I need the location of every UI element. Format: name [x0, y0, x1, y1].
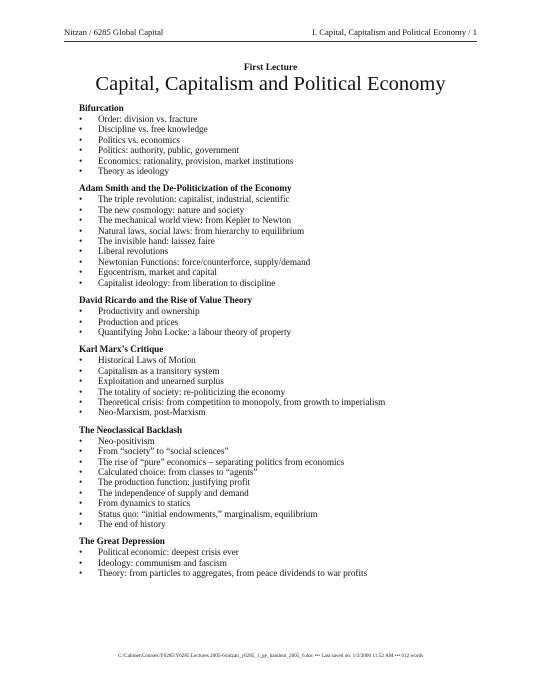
outline-section [79, 344, 479, 417]
section-heading: The Neoclassical Backlash [79, 424, 183, 435]
list-item-text: The production function: justifying profit [98, 477, 251, 488]
list-item [79, 135, 479, 145]
bullet-icon: • [79, 236, 83, 247]
list-item-text: Productivity and ownership [98, 306, 200, 317]
list-item [79, 215, 479, 225]
bullet-icon: • [79, 246, 83, 257]
bullet-icon: • [79, 256, 83, 267]
bullet-icon: • [79, 326, 83, 337]
section-heading: The Great Depression [79, 536, 165, 547]
list-item [79, 145, 479, 155]
list-item [79, 488, 479, 498]
list-item-text: The invisible hand: laissez faire [98, 236, 215, 247]
bullet-icon: • [79, 557, 83, 568]
bullet-icon: • [79, 466, 83, 477]
list-item-text: Theory as ideology [98, 166, 169, 177]
bullet-icon: • [79, 477, 83, 488]
list-item [79, 257, 479, 267]
list-item [79, 446, 479, 456]
bullet-icon: • [79, 124, 83, 135]
list-item [79, 436, 479, 446]
bullet-icon: • [79, 386, 83, 397]
bullet-icon: • [79, 114, 83, 124]
list-item-text: Order: division vs. fracture [98, 114, 198, 124]
list-item-text: The end of history [98, 519, 166, 529]
list-item [79, 498, 479, 508]
list-item [79, 467, 479, 477]
bullet-icon: • [79, 316, 83, 327]
list-item [79, 547, 479, 557]
list-item-text: The new cosmology: nature and society [98, 204, 245, 215]
bullet-icon: • [79, 547, 83, 558]
list-item [79, 568, 479, 578]
bullet-list [79, 355, 479, 417]
list-item [79, 317, 479, 327]
list-item [79, 226, 479, 236]
bullet-list [79, 547, 479, 578]
list-item-text: Exploitation and unearned surplus [98, 376, 224, 387]
list-item [79, 366, 479, 376]
list-item [79, 114, 479, 124]
list-item [79, 267, 479, 277]
list-item-text: Politics: authority, public, government [98, 145, 240, 156]
bullet-icon: • [79, 498, 83, 509]
list-item-text: Production and prices [98, 316, 179, 327]
list-item-text: Capitalist ideology: from liberation to discipline [98, 277, 276, 288]
bullet-icon: • [79, 519, 83, 529]
page-title: Capital, Capitalism and Political Economy [95, 73, 446, 95]
section-heading: David Ricardo and the Rise of Value Theory [79, 295, 253, 306]
list-item-text: From dynamics to statics [98, 498, 191, 509]
list-item-text: Ideology: communism and fascism [98, 557, 227, 568]
list-item-text: Theoretical crisis: from competition to monopoly, from growth to imperialism [98, 396, 386, 407]
bullet-icon: • [79, 215, 83, 226]
list-item [79, 387, 479, 397]
bullet-icon: • [79, 225, 83, 236]
bullet-icon: • [79, 456, 83, 467]
outline-section [79, 103, 479, 176]
bullet-icon: • [79, 487, 83, 498]
list-item-text: Historical Laws of Motion [98, 355, 196, 366]
list-item-text: Discipline vs. free knowledge [98, 124, 208, 135]
list-item [79, 397, 479, 407]
list-item-text: Capitalism as a transitory system [98, 365, 220, 376]
bullet-icon: • [79, 365, 83, 376]
list-item [79, 558, 479, 568]
bullet-icon: • [79, 446, 83, 457]
outline-section [79, 295, 479, 337]
list-item [79, 509, 479, 519]
running-header [64, 27, 477, 42]
bullet-icon: • [79, 306, 83, 317]
outline-section [79, 425, 479, 530]
list-item [79, 355, 479, 365]
bullet-icon: • [79, 508, 83, 519]
list-item-text: From “society” to “social sciences” [98, 446, 229, 457]
outline-section [79, 536, 479, 578]
list-item-text: Economics: rationality, provision, market institutions [98, 155, 294, 166]
list-item-text: The totality of society: re-politicizing the economy [98, 386, 286, 397]
list-item-text: Calculated choice: from classes to “agents” [98, 466, 258, 477]
section-heading: Bifurcation [79, 103, 124, 113]
list-item [79, 407, 479, 417]
bullet-list [79, 114, 479, 176]
list-item-text: Status quo: “initial endowments,” marginalism, equilibrium [98, 508, 318, 519]
list-item [79, 194, 479, 204]
list-item-text: Natural laws, social laws: from hierarchy to equilibrium [98, 225, 305, 236]
bullet-list [79, 306, 479, 337]
list-item [79, 124, 479, 134]
list-item [79, 306, 479, 316]
list-item-text: Neo-positivism [98, 435, 155, 446]
bullet-icon: • [79, 407, 83, 418]
bullet-icon: • [79, 568, 83, 579]
bullet-icon: • [79, 396, 83, 407]
bullet-icon: • [79, 134, 83, 145]
list-item [79, 278, 479, 288]
list-item-text: The independence of supply and demand [98, 487, 249, 498]
list-item-text: Theory: from particles to aggregates, from peace dividends to war profits [98, 568, 368, 579]
file-path-footer: C:\Cabinet\Courses\Y6285\Y6285 Lectures 2005-6\nitzan_y6285_1_ge_handout_2005_6.doc ••• Last saved on: 1/3/2006 11:52 AM ••• 612 words [117, 653, 424, 659]
outline-section [79, 183, 479, 288]
bullet-list [79, 436, 479, 530]
list-item-text: Newtonian Functions: force/counterforce, supply/demand [98, 256, 311, 267]
outline-content [79, 103, 479, 586]
list-item-text: The mechanical world view: from Kepler to Newton [98, 215, 292, 226]
section-heading: Karl Marx’s Critique [79, 344, 164, 355]
bullet-icon: • [79, 155, 83, 166]
list-item [79, 166, 479, 176]
list-item [79, 246, 479, 256]
list-item-text: Neo-Marxism, post-Marxism [98, 407, 206, 418]
header-chapter-page: I. Capital, Capitalism and Political Economy / 1 [312, 27, 477, 37]
list-item-text: Politics vs. economics [98, 134, 180, 145]
bullet-icon: • [79, 376, 83, 387]
list-item-text: Liberal revolutions [98, 246, 169, 257]
list-item [79, 236, 479, 246]
list-item-text: The rise of “pure” economics – separating politics from economics [98, 456, 345, 467]
bullet-icon: • [79, 166, 83, 177]
list-item [79, 519, 479, 529]
list-item-text: Egocentrism, market and capital [98, 267, 217, 278]
list-item [79, 156, 479, 166]
section-heading: Adam Smith and the De-Politicization of the Economy [79, 183, 292, 194]
list-item [79, 327, 479, 337]
list-item [79, 477, 479, 487]
bullet-icon: • [79, 145, 83, 156]
list-item [79, 376, 479, 386]
bullet-icon: • [79, 435, 83, 446]
bullet-icon: • [79, 204, 83, 215]
list-item-text: The triple revolution: capitalist, industrial, scientific [98, 194, 290, 205]
bullet-icon: • [79, 194, 83, 205]
bullet-icon: • [79, 267, 83, 278]
list-item-text: Political economic: deepest crisis ever [98, 547, 239, 558]
bullet-icon: • [79, 355, 83, 366]
bullet-list [79, 194, 479, 288]
list-item-text: Quantifying John Locke: a labour theory of property [98, 326, 292, 337]
header-course: Nitzan / 6285 Global Capital [64, 27, 164, 37]
bullet-icon: • [79, 277, 83, 288]
lecture-label: First Lecture [243, 63, 298, 73]
list-item [79, 457, 479, 467]
list-item [79, 205, 479, 215]
